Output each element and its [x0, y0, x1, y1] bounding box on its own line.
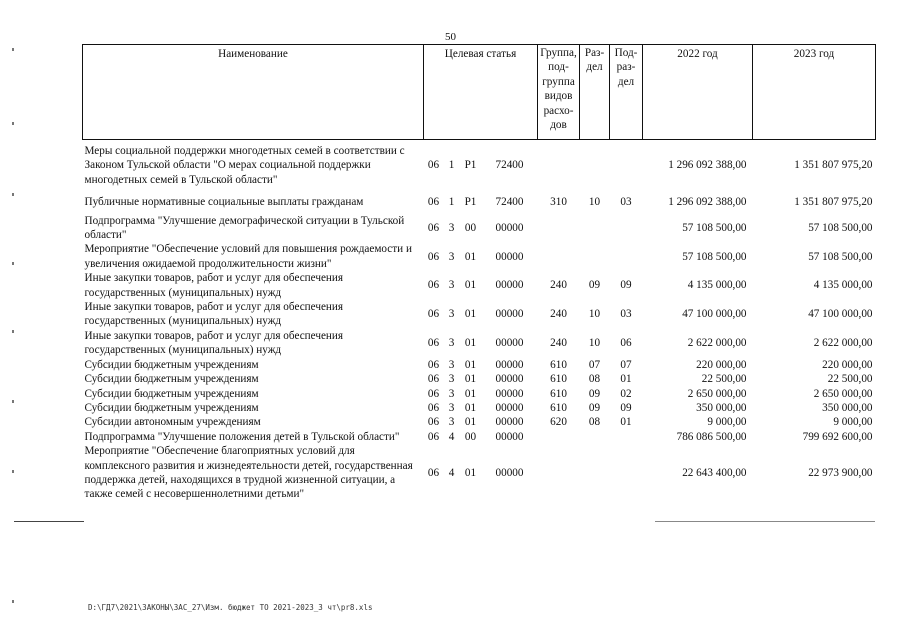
row-name: Субсидии бюджетным учреждениям [84, 358, 259, 371]
table-row [83, 329, 876, 358]
row-group: 610 [550, 358, 567, 371]
row-amount-2023: 22 973 900,00 [808, 466, 873, 479]
row-amount-2023: 47 100 000,00 [808, 308, 873, 321]
row-subsection: 03 [620, 308, 632, 321]
row-code-3: Р1 [464, 159, 477, 172]
row-section: 08 [588, 373, 601, 386]
row-code-2: 1 [448, 196, 455, 209]
file-path-footer: D:\ГД7\2021\ЗАКОНЫ\ЗАС_27\Изм. бюджет ТО 2021-2023_3 чт\pr8.xls [88, 603, 373, 612]
row-name: Иные закупки товаров, работ и услуг для обеспечения государственных (муниципальных) нужд [84, 272, 344, 299]
budget-table [82, 44, 876, 502]
table-row [83, 387, 876, 401]
row-group: 240 [550, 279, 567, 292]
cut-line-left [14, 521, 84, 522]
row-amount-2022: 9 000,00 [707, 416, 747, 429]
row-group [538, 242, 580, 271]
row-section: 09 [588, 387, 601, 400]
row-subsection: 07 [620, 358, 632, 371]
row-subsection [610, 140, 643, 192]
row-code-3: 00 [464, 430, 477, 443]
row-code-2: 4 [448, 466, 455, 479]
row-subsection: 02 [620, 387, 632, 400]
cut-line-right [655, 521, 875, 522]
row-group: 310 [550, 196, 567, 209]
row-amount-2022: 1 296 092 388,00 [668, 159, 747, 172]
row-amount-2023: 2 622 000,00 [813, 337, 873, 350]
margin-mark [12, 193, 14, 196]
row-code-4: 00000 [495, 416, 524, 429]
row-amount-2022: 220 000,00 [696, 358, 747, 371]
margin-mark [12, 400, 14, 403]
header-section: Раз- дел [580, 45, 610, 140]
row-code-2: 3 [448, 250, 455, 263]
row-code-4: 00000 [495, 279, 524, 292]
table-row [83, 140, 876, 192]
page-number: 50 [445, 31, 456, 43]
header-year-2022: 2022 год [643, 45, 753, 140]
margin-mark [12, 470, 14, 473]
table-row [83, 214, 876, 243]
row-name: Публичные нормативные социальные выплаты гражданам [84, 196, 364, 209]
row-name: Подпрограмма "Улучшение демографической ситуации в Тульской области" [84, 214, 405, 242]
row-amount-2022: 2 650 000,00 [687, 387, 747, 400]
row-group: 240 [550, 337, 567, 350]
row-subsection: 06 [620, 337, 632, 350]
header-year-2023: 2023 год [753, 45, 876, 140]
row-section [580, 430, 610, 444]
row-code-4: 00000 [495, 466, 524, 479]
row-group: 610 [550, 373, 567, 386]
row-code-1: 06 [427, 221, 440, 234]
row-amount-2023: 1 351 807 975,20 [794, 196, 873, 209]
row-code-3: 01 [464, 401, 477, 414]
row-group [538, 140, 580, 192]
row-code-2: 3 [448, 308, 455, 321]
row-amount-2022: 57 108 500,00 [682, 221, 747, 234]
row-name: Субсидии автономным учреждениям [84, 416, 261, 429]
budget-table-sheet [82, 44, 875, 502]
row-group: 620 [550, 416, 567, 429]
row-code-2: 3 [448, 279, 455, 292]
row-code-4: 00000 [495, 250, 524, 263]
row-code-3: 01 [464, 387, 477, 400]
row-subsection: 03 [620, 196, 632, 209]
row-section [580, 242, 610, 271]
row-code-4: 72400 [495, 159, 524, 172]
row-amount-2022: 22 643 400,00 [682, 466, 747, 479]
header-subsection: Под- раз- дел [610, 45, 643, 140]
row-code-4: 72400 [495, 196, 524, 209]
table-row [83, 358, 876, 372]
row-code-4: 00000 [495, 308, 524, 321]
row-code-2: 1 [448, 159, 455, 172]
row-group [538, 444, 580, 502]
row-code-4: 00000 [495, 430, 524, 443]
row-name: Мероприятие "Обеспечение условий для повышения рождаемости и увеличения ожидаемой продолжительности жизни" [84, 243, 412, 270]
row-code-4: 00000 [495, 373, 524, 386]
row-code-3: Р1 [464, 196, 477, 209]
row-name: Меры социальной поддержки многодетных семей в соответствии с Законом Тульской области "О мерах социальной поддержки многодетных семей в Тульской области" [84, 145, 405, 186]
margin-mark [12, 122, 14, 125]
header-target-article: Целевая статья [424, 45, 538, 140]
row-name: Субсидии бюджетным учреждениям [84, 387, 259, 400]
row-amount-2022: 1 296 092 388,00 [668, 196, 747, 209]
row-section [580, 444, 610, 502]
row-group [538, 214, 580, 243]
row-amount-2023: 1 351 807 975,20 [794, 159, 873, 172]
table-row [83, 300, 876, 329]
row-code-1: 06 [427, 308, 440, 321]
row-code-2: 3 [448, 358, 455, 371]
row-code-3: 01 [464, 373, 477, 386]
row-subsection: 09 [620, 401, 632, 414]
row-name: Мероприятие "Обеспечение благоприятных условий для комплексного развития и жизнедеятельности детей, государственная поддержка детей, находящихся в трудной жизненной ситуации, а также семей с несовершеннолетними детьми" [84, 445, 413, 501]
row-amount-2023: 9 000,00 [833, 416, 873, 429]
row-code-1: 06 [427, 401, 440, 414]
row-amount-2023: 57 108 500,00 [808, 250, 873, 263]
row-subsection: 01 [620, 416, 632, 429]
table-row [83, 191, 876, 213]
table-row [83, 401, 876, 415]
row-code-1: 06 [427, 430, 440, 443]
row-code-1: 06 [427, 358, 440, 371]
row-amount-2023: 220 000,00 [822, 358, 873, 371]
row-code-2: 3 [448, 401, 455, 414]
row-code-4: 00000 [495, 337, 524, 350]
row-code-3: 00 [464, 221, 477, 234]
row-subsection [610, 444, 643, 502]
row-amount-2023: 57 108 500,00 [808, 221, 873, 234]
row-amount-2023: 4 135 000,00 [813, 279, 873, 292]
table-row [83, 242, 876, 271]
row-code-3: 01 [464, 337, 477, 350]
row-name: Субсидии бюджетным учреждениям [84, 373, 259, 386]
table-row [83, 415, 876, 429]
row-section: 08 [588, 416, 601, 429]
row-code-2: 3 [448, 337, 455, 350]
header-name: Наименование [83, 45, 424, 140]
row-section: 09 [588, 401, 601, 414]
row-amount-2023: 2 650 000,00 [813, 387, 873, 400]
row-code-4: 00000 [495, 387, 524, 400]
row-code-3: 01 [464, 358, 477, 371]
margin-mark [12, 330, 14, 333]
margin-mark [12, 600, 14, 603]
row-code-1: 06 [427, 159, 440, 172]
row-section: 10 [588, 308, 601, 321]
row-amount-2022: 4 135 000,00 [687, 279, 747, 292]
table-row [83, 444, 876, 502]
row-amount-2022: 57 108 500,00 [682, 250, 747, 263]
row-section [580, 214, 610, 243]
row-code-1: 06 [427, 279, 440, 292]
row-subsection [610, 214, 643, 243]
row-code-2: 3 [448, 387, 455, 400]
row-code-1: 06 [427, 373, 440, 386]
row-subsection [610, 430, 643, 444]
row-group: 610 [550, 401, 567, 414]
row-subsection: 09 [620, 279, 632, 292]
row-group: 610 [550, 387, 567, 400]
row-amount-2022: 2 622 000,00 [687, 337, 747, 350]
row-code-2: 4 [448, 430, 455, 443]
row-code-1: 06 [427, 466, 440, 479]
table-row [83, 372, 876, 386]
row-code-2: 3 [448, 416, 455, 429]
row-amount-2022: 47 100 000,00 [682, 308, 747, 321]
row-name: Иные закупки товаров, работ и услуг для обеспечения государственных (муниципальных) нужд [84, 301, 344, 328]
row-section: 10 [588, 337, 601, 350]
row-code-4: 00000 [495, 358, 524, 371]
row-code-1: 06 [427, 196, 440, 209]
row-code-4: 00000 [495, 221, 524, 234]
row-group [538, 430, 580, 444]
row-code-4: 00000 [495, 401, 524, 414]
row-group: 240 [550, 308, 567, 321]
margin-mark [12, 262, 14, 265]
row-section: 10 [588, 196, 601, 209]
row-code-1: 06 [427, 387, 440, 400]
row-code-1: 06 [427, 416, 440, 429]
row-amount-2023: 350 000,00 [822, 401, 873, 414]
row-section: 09 [588, 279, 601, 292]
row-code-2: 3 [448, 373, 455, 386]
row-code-3: 01 [464, 466, 477, 479]
row-code-3: 01 [464, 279, 477, 292]
row-amount-2022: 350 000,00 [696, 401, 747, 414]
row-name: Субсидии бюджетным учреждениям [84, 401, 259, 414]
row-amount-2022: 22 500,00 [701, 373, 747, 386]
row-subsection [610, 242, 643, 271]
row-code-3: 01 [464, 308, 477, 321]
row-amount-2023: 799 692 600,00 [802, 430, 873, 443]
row-code-1: 06 [427, 250, 440, 263]
table-row [83, 430, 876, 444]
table-row [83, 271, 876, 300]
row-name: Подпрограмма "Улучшение положения детей в Тульской области" [84, 430, 400, 443]
row-code-3: 01 [464, 416, 477, 429]
row-amount-2023: 22 500,00 [827, 373, 873, 386]
row-code-1: 06 [427, 337, 440, 350]
row-code-3: 01 [464, 250, 477, 263]
row-amount-2022: 786 086 500,00 [676, 430, 747, 443]
margin-mark [12, 48, 14, 51]
header-group: Группа, под- группа видов расхо- дов [538, 45, 580, 140]
row-section [580, 140, 610, 192]
row-name: Иные закупки товаров, работ и услуг для обеспечения государственных (муниципальных) нужд [84, 329, 344, 357]
row-subsection: 01 [620, 373, 632, 386]
row-section: 07 [588, 358, 601, 371]
row-code-2: 3 [448, 221, 455, 234]
